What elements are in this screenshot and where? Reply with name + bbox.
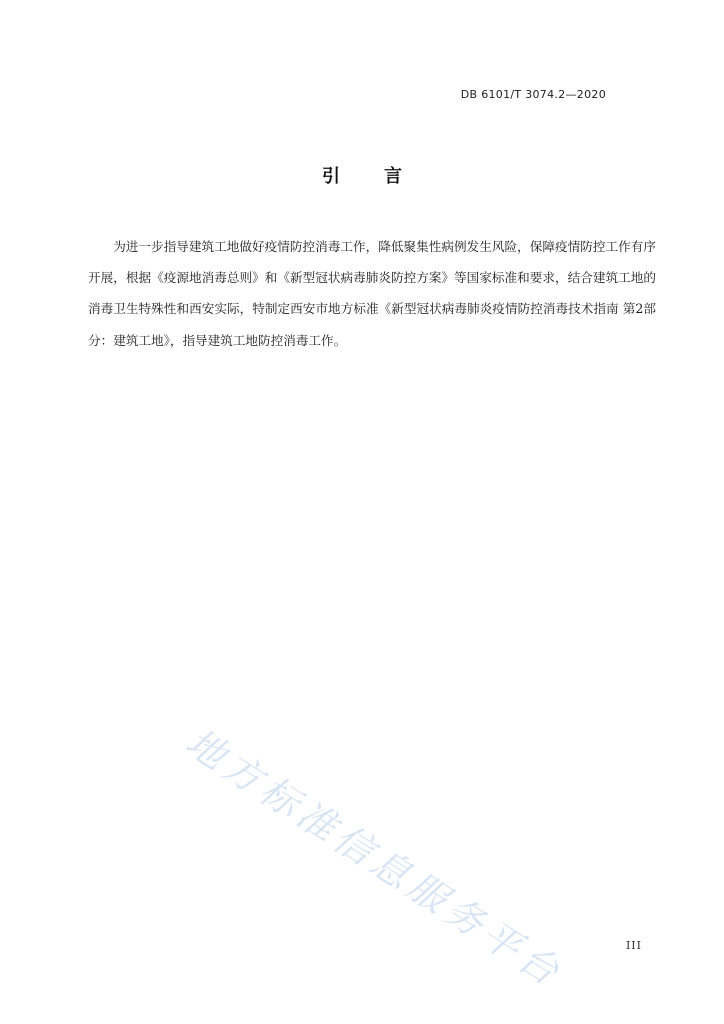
introduction-paragraph: 为进一步指导建筑工地做好疫情防控消毒工作，降低聚集性病例发生风险，保障疫情防控工作有序开展，根据《疫源地消毒总则》和《新型冠状病毒肺炎防控方案》等国家标准和要求，结合建筑工地的消毒卫生特殊性和西安实际，特制定西安市地方标准《新型冠状病毒肺炎疫情防控消毒技术指南 第2部分：建筑工地》，指导建筑工地防控消毒工作。 [88, 239, 656, 348]
section-title [0, 162, 724, 188]
section-title-char-2: 言 [384, 166, 402, 187]
page-number: III [625, 939, 642, 952]
document-code: DB 6101/T 3074.2—2020 [460, 88, 606, 101]
section-title-char-1: 引 [322, 166, 340, 187]
watermark: 地方标准信息服务平台 [178, 719, 572, 997]
